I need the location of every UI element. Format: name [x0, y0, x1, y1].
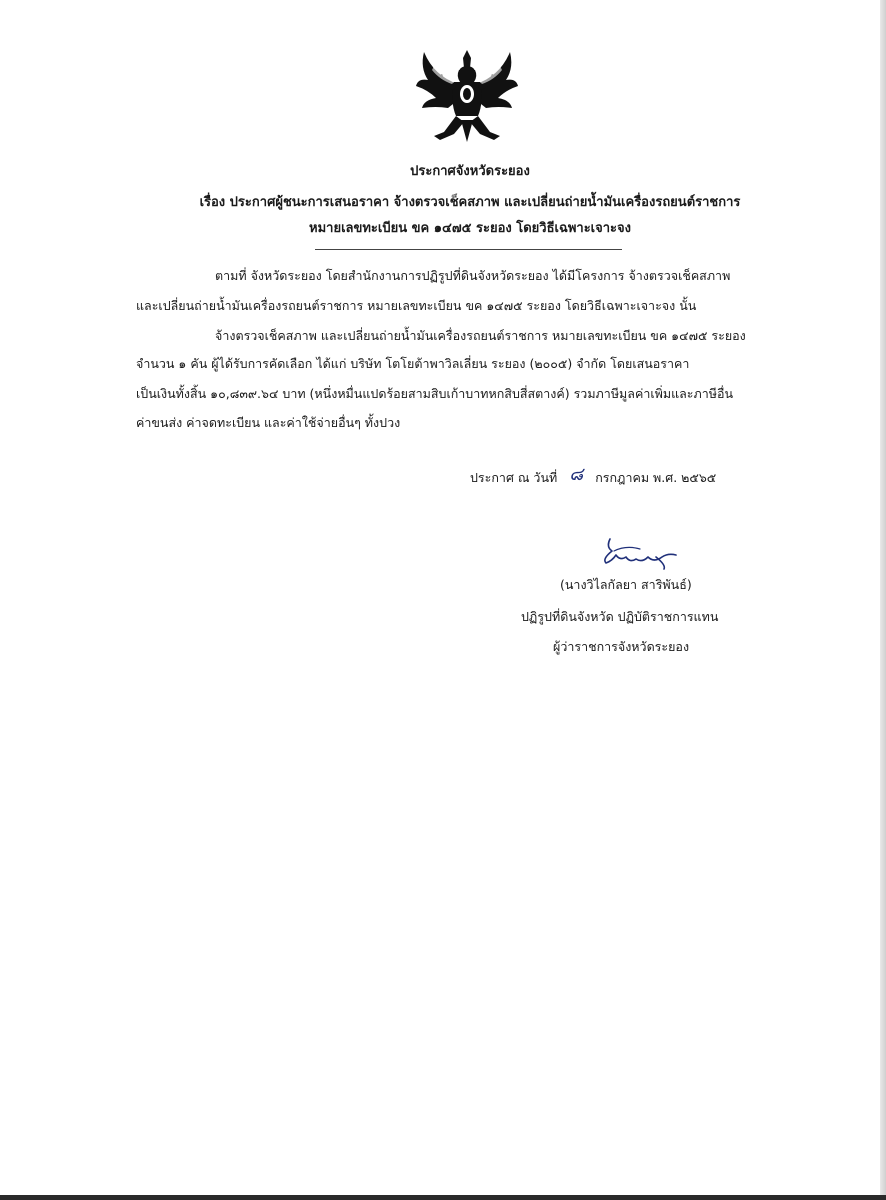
signatory-name: (นางวิไลกัลยา สาริพันธ์)	[560, 577, 692, 592]
garuda-emblem-icon	[414, 46, 520, 146]
date-prefix: ประกาศ ณ วันที่	[470, 470, 558, 485]
body-paragraph-2-line-1: จ้างตรวจเช็คสภาพ และเปลี่ยนถ่ายน้ำมันเครื่องรถยนต์ราชการ หมายเลขทะเบียน ขค ๑๔๗๕ ระยอง	[215, 328, 746, 343]
signatory-position-2: ผู้ว่าราชการจังหวัดระยอง	[553, 639, 690, 654]
date-day-handwritten: ๘	[569, 464, 584, 485]
body-paragraph-2-line-2: จำนวน ๑ คัน ผู้ได้รับการคัดเลือก ได้แก่ บริษัท โตโยต้าพาวิลเลี่ยน ระยอง (๒๐๐๕) จำกัด โดยเสนอราคา	[136, 356, 690, 371]
body-paragraph-2-line-3: เป็นเงินทั้งสิ้น ๑๐,๘๓๙.๖๔ บาท (หนึ่งหมื่นแปดร้อยสามสิบเก้าบาทหกสิบสี่สตางค์) รวมภาษีมูลค่าเพิ่มและภาษีอื่น	[136, 386, 734, 401]
scan-edge-bottom	[0, 1195, 886, 1200]
subject-line-2: หมายเลขทะเบียน ขค ๑๔๗๕ ระยอง โดยวิธีเฉพาะเจาะจง	[309, 221, 631, 236]
date-month-year: กรกฎาคม พ.ศ. ๒๕๖๕	[595, 470, 717, 485]
handwritten-signature	[596, 537, 678, 571]
subject-line-1: เรื่อง ประกาศผู้ชนะการเสนอราคา จ้างตรวจเช็คสภาพ และเปลี่ยนถ่ายน้ำมันเครื่องรถยนต์ราชการ	[199, 195, 741, 210]
body-paragraph-1-line-2: และเปลี่ยนถ่ายน้ำมันเครื่องรถยนต์ราชการ หมายเลขทะเบียน ขค ๑๔๗๕ ระยอง โดยวิธีเฉพาะเจาะจง นั้น	[136, 298, 697, 313]
signatory-position-1: ปฏิรูปที่ดินจังหวัด ปฏิบัติราชการแทน	[521, 609, 719, 624]
body-paragraph-1-line-1: ตามที่ จังหวัดระยอง โดยสำนักงานการปฏิรูปที่ดินจังหวัดระยอง ได้มีโครงการ จ้างตรวจเช็คสภาพ	[215, 268, 731, 283]
title-divider	[315, 249, 622, 250]
body-paragraph-2-line-4: ค่าขนส่ง ค่าจดทะเบียน และค่าใช้จ่ายอื่นๆ ทั้งปวง	[136, 415, 401, 430]
document-title: ประกาศจังหวัดระยอง	[410, 164, 530, 179]
announcement-date	[470, 461, 716, 490]
